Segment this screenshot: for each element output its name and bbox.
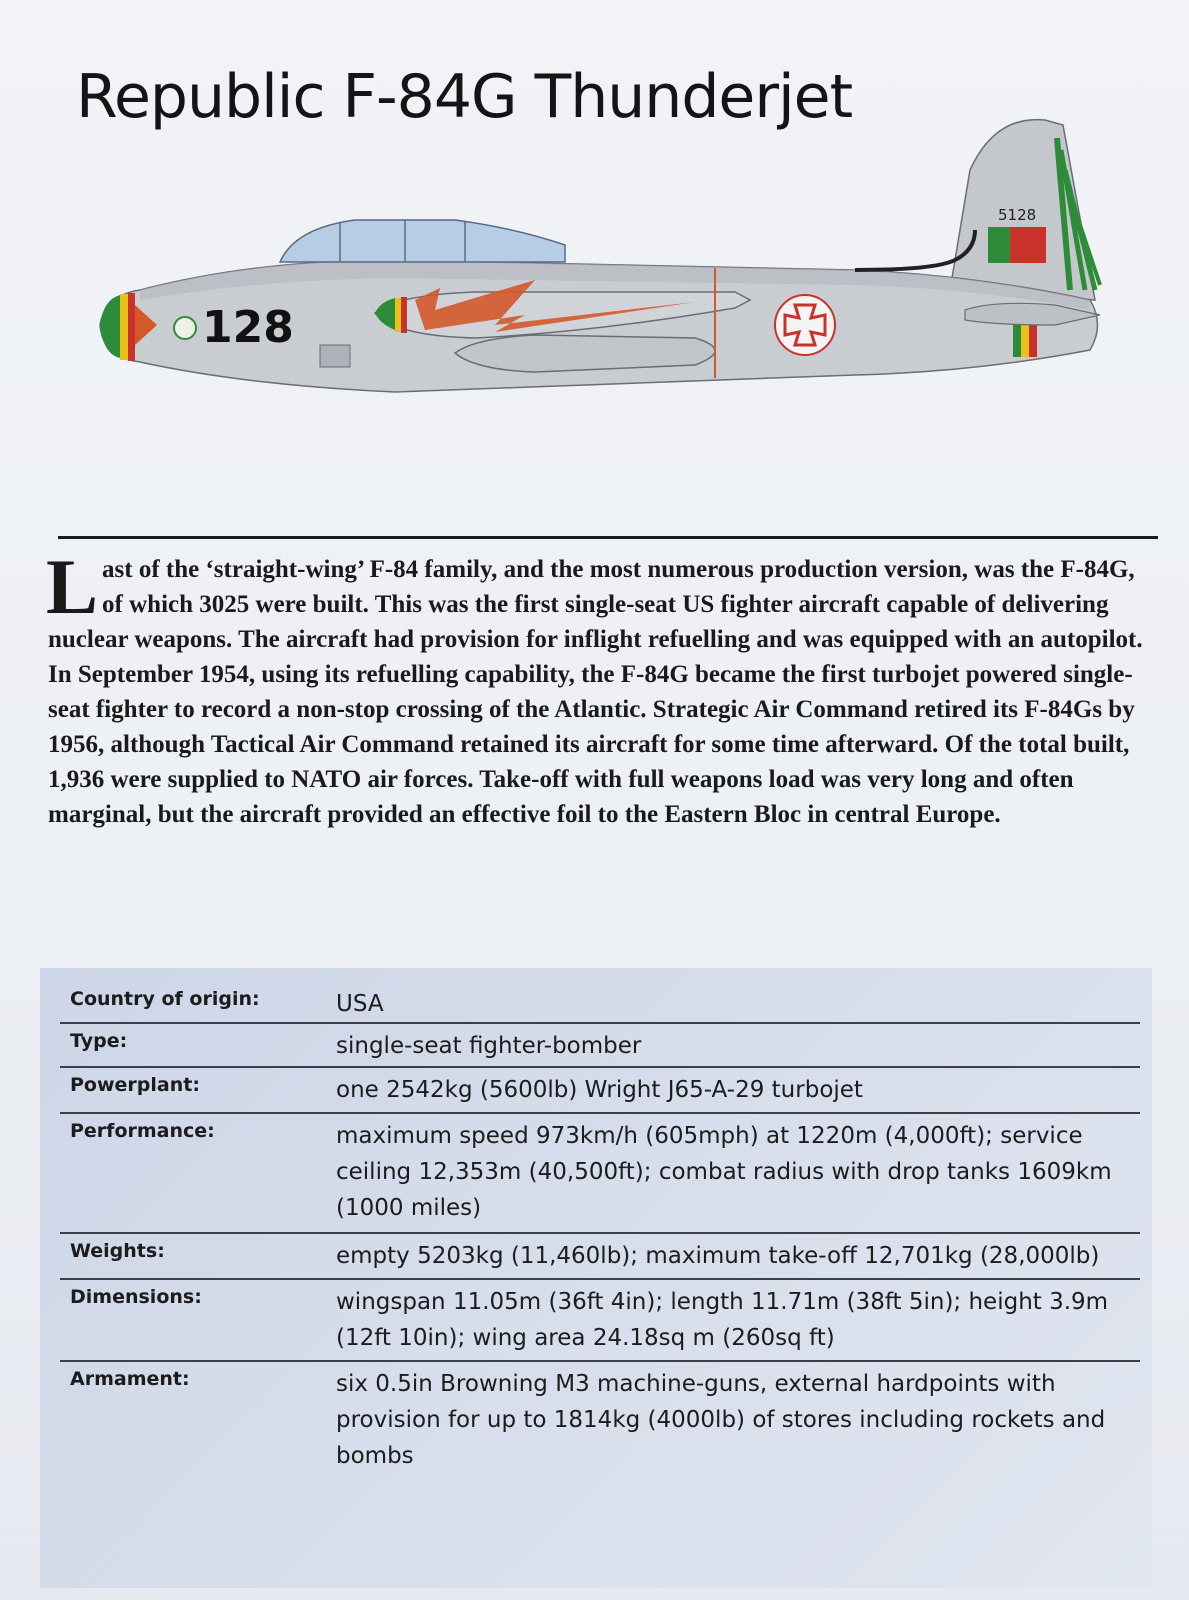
spec-row xyxy=(60,1068,1140,1114)
specifications-panel xyxy=(40,968,1152,1588)
spec-value: USA xyxy=(336,991,384,1017)
spec-label: Type: xyxy=(70,1030,128,1052)
page-title: Republic F-84G Thunderjet xyxy=(76,62,853,132)
spec-value: maximum speed 973km/h (605mph) at 1220m (4,000ft); service ceiling 12,353m (40,500ft); combat radius with drop tanks 1609km (1000 miles) xyxy=(336,1123,1112,1221)
spec-row xyxy=(60,1024,1140,1068)
spec-label: Country of origin: xyxy=(70,988,260,1010)
spec-label: Armament: xyxy=(70,1368,190,1390)
spec-value: wingspan 11.05m (36ft 4in); length 11.71m (38ft 5in); height 3.9m (12ft 10in); wing area 24.18sq m (260sq ft) xyxy=(336,1289,1109,1351)
spec-label: Dimensions: xyxy=(70,1286,202,1308)
nose-number: 128 xyxy=(202,302,294,353)
spec-label: Weights: xyxy=(70,1240,165,1262)
spec-row xyxy=(60,982,1140,1024)
spec-row xyxy=(60,1280,1140,1362)
description-text: ast of the ‘straight-wing’ F-84 family, and the most numerous production version, was the F-84G, of which 3025 were built. This was the first single-seat US fighter aircraft capable of delivering nuclear weapons. The aircraft had provision for inflight refuelling and was equipped with an autopilot. In September 1954, using its refuelling capability, the F-84G became the first turbojet powered single-seat fighter to record a non-stop crossing of the Atlantic. Strategic Air Command retired its F-84Gs by 1956, although Tactical Air Command retained its aircraft for some time afterward. Of the total built, 1,936 were supplied to NATO air forces. Take-off with full weapons load was very long and often marginal, but the aircraft provided an effective foil to the Eastern Bloc in central Europe. xyxy=(48,556,1143,828)
description-paragraph xyxy=(46,543,1158,832)
spec-row xyxy=(60,1114,1140,1234)
tail-number: 5128 xyxy=(998,206,1037,224)
spec-label: Performance: xyxy=(70,1120,215,1142)
spec-row xyxy=(60,1362,1140,1482)
divider-rule xyxy=(58,536,1158,539)
drop-cap: L xyxy=(46,543,99,630)
spec-value: empty 5203kg (11,460lb); maximum take-off 12,701kg (28,000lb) xyxy=(336,1243,1100,1269)
spec-label: Powerplant: xyxy=(70,1074,200,1096)
spec-row xyxy=(60,1234,1140,1280)
spec-value: single-seat fighter-bomber xyxy=(336,1033,642,1059)
spec-value: one 2542kg (5600lb) Wright J65-A-29 turbojet xyxy=(336,1077,863,1103)
spec-value: six 0.5in Browning M3 machine-guns, external hardpoints with provision for up to 1814kg (4000lb) of stores including rockets and bombs xyxy=(336,1371,1106,1469)
aircraft-illustration xyxy=(95,110,1135,420)
